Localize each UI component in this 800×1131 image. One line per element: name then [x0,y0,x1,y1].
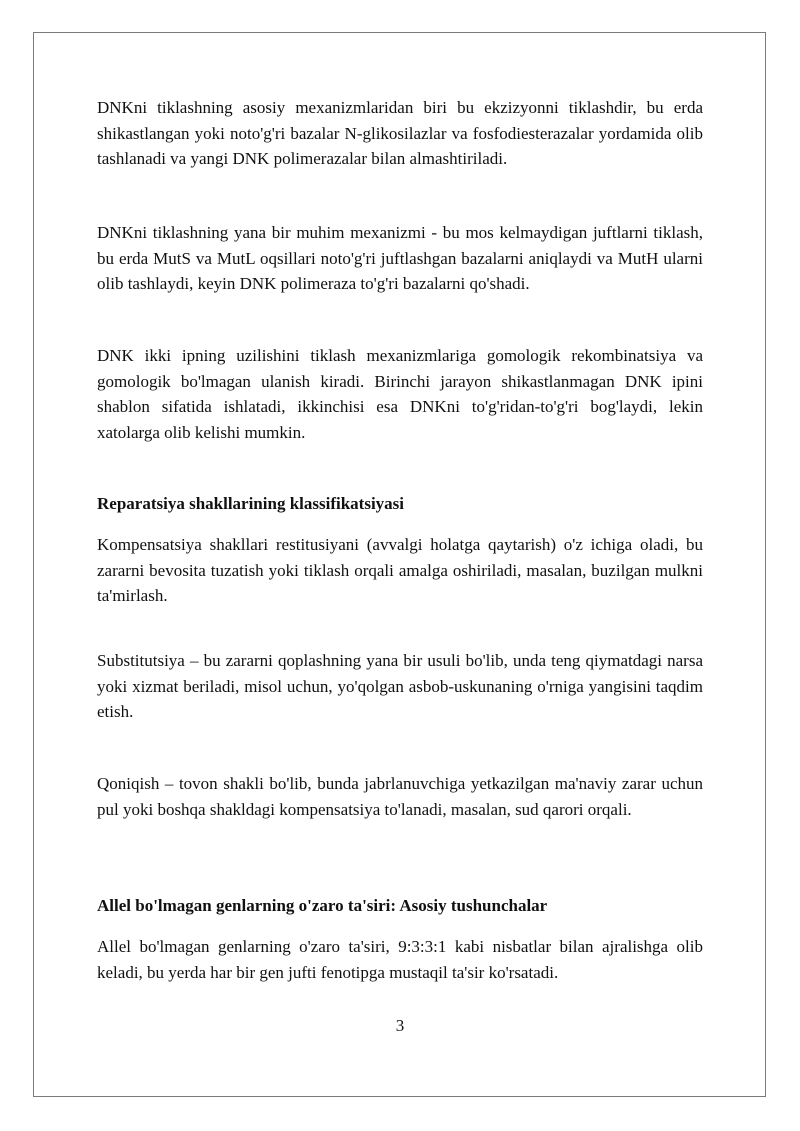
paragraph-excision-repair: DNKni tiklashning asosiy mexanizmlaridan biri bu ekzizyonni tiklashdir, bu erda shikastlangan yoki noto'g'ri bazalar N-glikosilazlar va fosfodiesterazalar yordamida olib tashlanadi va yangi DNK polimerazalar bilan almashtiriladi. [97,98,703,168]
paragraph-non-allelic-interaction: Allel bo'lmagan genlarning o'zaro ta'siri, 9:3:3:1 kabi nisbatlar bilan ajralishga olib keladi, bu yerda har bir gen jufti fenotipga mustaqil ta'sir ko'rsatadi. [97,937,703,982]
paragraph-satisfaction: Qoniqish – tovon shakli bo'lib, bunda jabrlanuvchiga yetkazilgan ma'naviy zarar uchun pul yoki boshqa shakldagi kompensatsiya to'lanadi, masalan, sud qarori orqali. [97,774,703,819]
section-heading-non-allelic-genes: Allel bo'lmagan genlarning o'zaro ta'siri: Asosiy tushunchalar [97,896,548,915]
page-number: 3 [395,1016,405,1035]
paragraph-mismatch-repair: DNKni tiklashning yana bir muhim mexanizmi - bu mos kelmaydigan juftlarni tiklash, bu erda MutS va MutL oqsillari noto'g'ri juftlashgan bazalarni aniqlaydi va MutH ularni olib tashlaydi, keyin DNK polimeraza to'g'ri bazalarni qo'shadi. [97,223,703,293]
paragraph-compensation: Kompensatsiya shakllari restitusiyani (avvalgi holatga qaytarish) o'z ichiga oladi, bu zararni bevosita tuzatish yoki tiklash orqali amalga oshiriladi, masalan, buzilgan mulkni ta'mirlash. [97,535,703,605]
paragraph-substitution: Substitutsiya – bu zararni qoplashning yana bir usuli bo'lib, unda teng qiymatdagi narsa yoki xizmat beriladi, misol uchun, yo'qolgan asbob-uskunaning o'rniga yangisini taqdim etish. [97,651,703,721]
section-heading-reparation-forms: Reparatsiya shakllarining klassifikatsiyasi [97,494,405,513]
paragraph-double-strand-break: DNK ikki ipning uzilishini tiklash mexanizmlariga gomologik rekombinatsiya va gomologik bo'lmagan ulanish kiradi. Birinchi jarayon shikastlanmagan DNK ipini shablon sifatida ishlatadi, ikkinchisi esa DNKni to'g'ridan-to'g'ri bog'laydi, lekin xatolarga olib kelishi mumkin. [97,346,703,442]
